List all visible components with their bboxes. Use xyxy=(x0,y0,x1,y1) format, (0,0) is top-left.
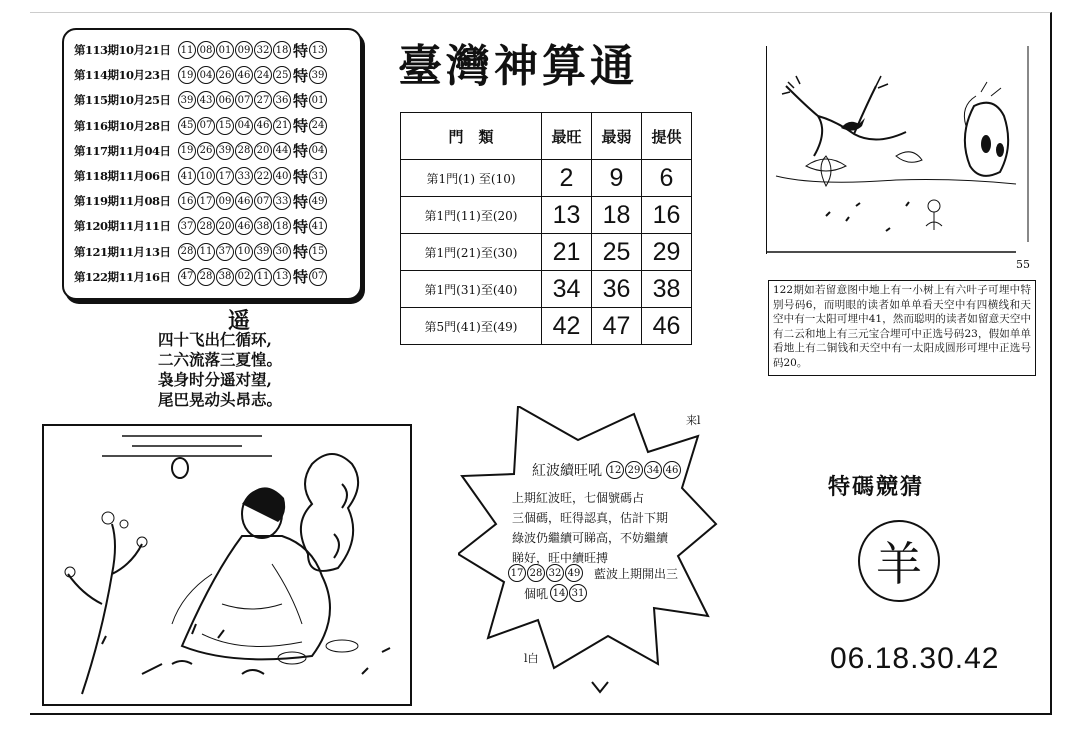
burst-line: 睇好，旺中續旺搏 xyxy=(512,551,609,565)
row-offer: 6 xyxy=(642,160,692,197)
table-row xyxy=(401,271,692,308)
ball: 17 xyxy=(216,167,234,185)
zodiac-badge: 羊 xyxy=(858,520,940,602)
burst-heading: 紅波續旺吼 xyxy=(532,463,602,479)
ball: 21 xyxy=(273,117,291,135)
ball: 46 xyxy=(254,117,272,135)
ball: 04 xyxy=(235,117,253,135)
history-label: 第121期11月13日 xyxy=(74,244,171,259)
special-ball: 49 xyxy=(309,192,327,210)
ball: 44 xyxy=(273,142,291,160)
burst-line: 上期紅波旺，七個號碼占 xyxy=(512,491,645,505)
history-row xyxy=(74,63,328,87)
history-label: 第122期11月16日 xyxy=(74,269,171,284)
ball: 08 xyxy=(197,41,215,59)
ball: 38 xyxy=(254,217,272,235)
ball: 25 xyxy=(273,66,291,84)
ball: 46 xyxy=(235,217,253,235)
ball: 33 xyxy=(235,167,253,185)
poem-line: 袅身时分遥对望, xyxy=(158,370,272,389)
ball: 43 xyxy=(197,91,215,109)
history-row xyxy=(74,114,328,138)
special-label: 特 xyxy=(293,268,309,287)
ball: 38 xyxy=(216,268,234,286)
ball: 22 xyxy=(254,167,272,185)
burst-tail-row xyxy=(524,584,588,602)
special-ball: 15 xyxy=(309,243,327,261)
history-label: 第116期10月28日 xyxy=(74,118,171,133)
burst-line: 綠波仍繼續可睇高，不妨繼續 xyxy=(512,531,669,545)
ball: 13 xyxy=(273,268,291,286)
ball: 12 xyxy=(606,461,624,479)
row-max: 21 xyxy=(542,234,592,271)
special-ball: 04 xyxy=(309,142,327,160)
ball: 30 xyxy=(273,243,291,261)
row-max: 13 xyxy=(542,197,592,234)
ball: 37 xyxy=(216,243,234,261)
history-row xyxy=(74,139,328,163)
ball: 37 xyxy=(178,217,196,235)
ball: 24 xyxy=(254,66,272,84)
row-max: 42 xyxy=(542,308,592,345)
ball: 19 xyxy=(178,142,196,160)
row-offer: 16 xyxy=(642,197,692,234)
history-row xyxy=(74,214,328,238)
ball: 20 xyxy=(254,142,272,160)
ball: 11 xyxy=(197,243,215,261)
header-hottest: 最旺 xyxy=(542,113,592,160)
table-row xyxy=(401,308,692,345)
ball: 28 xyxy=(178,243,196,261)
special-label: 特 xyxy=(293,243,309,262)
row-offer: 38 xyxy=(642,271,692,308)
ball: 17 xyxy=(508,564,526,582)
ball: 28 xyxy=(527,564,545,582)
history-label: 第118期11月06日 xyxy=(74,169,171,183)
row-offer: 29 xyxy=(642,234,692,271)
special-label: 特 xyxy=(293,41,309,60)
ball: 27 xyxy=(254,91,272,109)
ball: 04 xyxy=(197,66,215,84)
history-label: 第120期11月11日 xyxy=(74,219,171,234)
table-row xyxy=(401,160,692,197)
ball: 45 xyxy=(178,117,196,135)
ball: 07 xyxy=(197,117,215,135)
ball: 32 xyxy=(546,564,564,582)
header-category: 門 類 xyxy=(401,113,542,160)
burst-line: 三個碼，旺得認真，估計下期 xyxy=(512,511,669,525)
burst-heading-row xyxy=(532,460,682,480)
special-ball: 13 xyxy=(309,41,327,59)
row-label: 第1門(1) 至(10) xyxy=(401,160,542,197)
row-label: 第1門(31)至(40) xyxy=(401,271,542,308)
poem-line: 尾巴晃动头昂志。 xyxy=(158,390,283,409)
row-label: 第1門(21)至(30) xyxy=(401,234,542,271)
row-max: 2 xyxy=(542,160,592,197)
special-label: 特 xyxy=(293,192,309,211)
row-min: 9 xyxy=(592,160,642,197)
ball: 49 xyxy=(565,564,583,582)
ball: 41 xyxy=(178,167,196,185)
table-row xyxy=(401,197,692,234)
special-label: 特 xyxy=(293,217,309,236)
row-offer: 46 xyxy=(642,308,692,345)
poem-line: 四十飞出仁循环, xyxy=(158,330,272,349)
row-min: 47 xyxy=(592,308,642,345)
ball: 34 xyxy=(644,461,662,479)
special-ball: 31 xyxy=(309,167,327,185)
ball: 26 xyxy=(197,142,215,160)
row-min: 36 xyxy=(592,271,642,308)
ball: 39 xyxy=(254,243,272,261)
ball: 18 xyxy=(273,217,291,235)
history-label: 第117期11月04日 xyxy=(74,143,171,158)
ball: 18 xyxy=(273,41,291,59)
ball: 28 xyxy=(197,217,215,235)
special-label: 特 xyxy=(293,167,309,186)
ball: 17 xyxy=(197,192,215,210)
history-label: 第119期11月08日 xyxy=(74,194,171,209)
ball: 11 xyxy=(178,41,196,59)
ball: 46 xyxy=(663,461,681,479)
special-label: 特 xyxy=(293,66,309,85)
ball: 47 xyxy=(178,268,196,286)
draw-history-box xyxy=(62,28,362,300)
ball: 01 xyxy=(216,41,234,59)
poem-body xyxy=(158,330,282,410)
clue-text-box: 122期如若留意图中地上有一小树上有六叶子可埋中特别号码6，而明眼的读者如单单看天空中有四横线和天空中有一太阳可埋中41，然而聪明的读者如留意天空中有二云和地上有三元宝合埋可中正选号码23，假如单单看地上有二铜钱和天空中有一太阳成圆形可埋中正选号码20。 xyxy=(768,280,1036,376)
history-label: 第114期10月23日 xyxy=(74,68,171,83)
ball: 14 xyxy=(550,584,568,602)
ball: 09 xyxy=(235,41,253,59)
special-ball: 24 xyxy=(309,117,327,135)
ball: 28 xyxy=(235,142,253,160)
table-row xyxy=(401,234,692,271)
special-ball: 07 xyxy=(309,268,327,286)
burst-tail-text: 個吼 xyxy=(524,586,549,601)
page-title: 臺灣神算通 xyxy=(398,41,638,92)
special-ball: 39 xyxy=(309,66,327,84)
ball: 15 xyxy=(216,117,234,135)
woman-garden-illustration xyxy=(42,424,412,706)
ball: 32 xyxy=(254,41,272,59)
special-label: 特 xyxy=(293,142,309,161)
burst-blue-row xyxy=(508,564,678,582)
ball: 46 xyxy=(235,66,253,84)
poem-title: 遥 xyxy=(228,308,251,334)
special-label: 特 xyxy=(293,117,309,136)
burst-corner-top: 来l xyxy=(686,414,701,427)
poem-line: 二六流落三夏惶。 xyxy=(158,350,283,369)
page-number: 55 xyxy=(1016,258,1030,271)
history-row xyxy=(74,88,328,112)
ball: 19 xyxy=(178,66,196,84)
chevron-down-icon xyxy=(590,680,610,694)
history-row xyxy=(74,265,328,289)
ball: 16 xyxy=(178,192,196,210)
ball: 40 xyxy=(273,167,291,185)
ball: 39 xyxy=(216,142,234,160)
ball: 31 xyxy=(569,584,587,602)
special-label: 特 xyxy=(293,91,309,110)
special-guess-label: 特碼競猜 xyxy=(828,474,925,500)
header-offer: 提供 xyxy=(642,113,692,160)
ball: 26 xyxy=(216,66,234,84)
group-stats-table xyxy=(400,112,692,345)
row-min: 18 xyxy=(592,197,642,234)
ball: 07 xyxy=(254,192,272,210)
special-ball: 01 xyxy=(309,91,327,109)
header-coldest: 最弱 xyxy=(592,113,642,160)
table-header-row xyxy=(401,113,692,160)
ball: 39 xyxy=(178,91,196,109)
ball: 06 xyxy=(216,91,234,109)
row-max: 34 xyxy=(542,271,592,308)
history-row xyxy=(74,164,328,188)
recommended-numbers: 06.18.30.42 xyxy=(830,642,1000,675)
history-row xyxy=(74,240,328,264)
ball: 36 xyxy=(273,91,291,109)
ball: 46 xyxy=(235,192,253,210)
ball: 10 xyxy=(197,167,215,185)
history-label: 第113期10月21日 xyxy=(74,43,171,57)
ball: 20 xyxy=(216,217,234,235)
burst-corner-bottom: l白 xyxy=(524,652,539,665)
ball: 09 xyxy=(216,192,234,210)
ball: 07 xyxy=(235,91,253,109)
ball: 33 xyxy=(273,192,291,210)
row-min: 25 xyxy=(592,234,642,271)
history-row xyxy=(74,38,328,62)
special-ball: 41 xyxy=(309,217,327,235)
tree-bird-illustration xyxy=(766,46,1030,254)
burst-body xyxy=(512,488,668,568)
ball: 02 xyxy=(235,268,253,286)
ball: 28 xyxy=(197,268,215,286)
ball: 10 xyxy=(235,243,253,261)
history-row xyxy=(74,189,328,213)
row-label: 第5門(41)至(49) xyxy=(401,308,542,345)
history-label: 第115期10月25日 xyxy=(74,93,171,108)
row-label: 第1門(11)至(20) xyxy=(401,197,542,234)
burst-blue-text: 藍波上期開出三 xyxy=(594,566,679,581)
ball: 29 xyxy=(625,461,643,479)
ball: 11 xyxy=(254,268,272,286)
